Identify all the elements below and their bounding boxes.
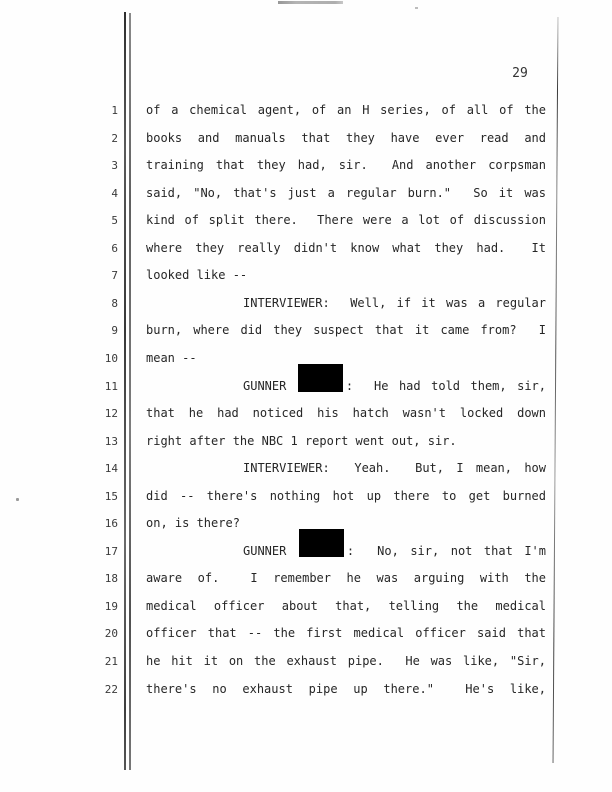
transcript-line: on, is there? (146, 516, 240, 531)
transcript-line: there's no exhaust pipe up there." He's like, (146, 681, 546, 696)
right-margin-rule (553, 17, 559, 763)
transcript-line: he hit it on the exhaust pipe. He was like, "Sir, (146, 654, 546, 668)
transcript-line: INTERVIEWER: Well, if it was a regular (243, 295, 546, 310)
scan-artifact-speck (415, 7, 418, 9)
line-number: 5 (111, 214, 118, 228)
line-number: 4 (111, 186, 118, 200)
transcript-line: looked like -- (146, 268, 248, 283)
transcript-body (146, 96, 546, 736)
line-number: 20 (104, 627, 118, 641)
transcript-line: training that they had, sir. And another corpsman (146, 158, 546, 173)
transcript-line: aware of. I remember he was arguing with the (146, 571, 546, 586)
transcript-line: where they really didn't know what they had. It (146, 240, 546, 255)
transcript-line: medical officer about that, telling the medical (146, 598, 546, 613)
line-number: 3 (111, 159, 118, 173)
transcript-line (146, 537, 546, 565)
line-number: 11 (104, 379, 118, 393)
transcript-line: books and manuals that they have ever read and (146, 130, 546, 145)
transcript-line: kind of split there. There were a lot of discussion (146, 213, 546, 228)
transcript-line: burn, where did they suspect that it came from? I (146, 323, 546, 338)
line-number: 15 (104, 489, 118, 503)
page-number: 29 (512, 66, 528, 81)
transcript-line: said, "No, that's just a regular burn." So it was (146, 185, 546, 200)
line-number: 16 (104, 517, 118, 531)
line-number: 17 (104, 544, 118, 558)
line-number: 2 (111, 131, 118, 145)
line-number: 7 (111, 269, 118, 283)
line-number: 6 (111, 241, 118, 255)
redaction-box (298, 364, 343, 392)
line-number: 13 (104, 434, 118, 448)
scan-artifact-top-bar (278, 1, 343, 4)
line-number-rail (86, 97, 118, 737)
transcript-line (146, 372, 546, 400)
line-number: 12 (104, 407, 118, 421)
line-text: : No, sir, not that I'm (346, 543, 547, 558)
line-number: 10 (104, 351, 118, 365)
left-margin-rule-outer (124, 12, 126, 770)
redaction-box (299, 529, 344, 557)
left-margin-rule-inner (129, 13, 131, 770)
transcript-line: right after the NBC 1 report went out, sir. (146, 433, 457, 448)
transcript-line: of a chemical agent, of an H series, of all of the (146, 103, 546, 117)
line-number: 8 (111, 296, 118, 310)
transcript-line: officer that -- the first medical officer said that (146, 626, 546, 641)
line-number: 22 (104, 682, 118, 696)
speaker-label: GUNNER (243, 543, 298, 558)
transcript-line: mean -- (146, 350, 197, 365)
line-number: 9 (111, 324, 118, 338)
transcript-line: INTERVIEWER: Yeah. But, I mean, how (243, 461, 546, 476)
speaker-label: GUNNER (243, 378, 297, 393)
line-number: 19 (104, 599, 118, 613)
line-number: 18 (104, 572, 118, 586)
transcript-line: that he had noticed his hatch wasn't locked down (146, 406, 546, 421)
scan-artifact-dot (16, 498, 19, 501)
line-number: 1 (111, 104, 118, 117)
line-text: : He had told them, sir, (345, 378, 546, 393)
line-number: 21 (104, 655, 118, 668)
line-number: 14 (104, 462, 118, 476)
transcript-line: did -- there's nothing hot up there to get burned (146, 488, 546, 503)
